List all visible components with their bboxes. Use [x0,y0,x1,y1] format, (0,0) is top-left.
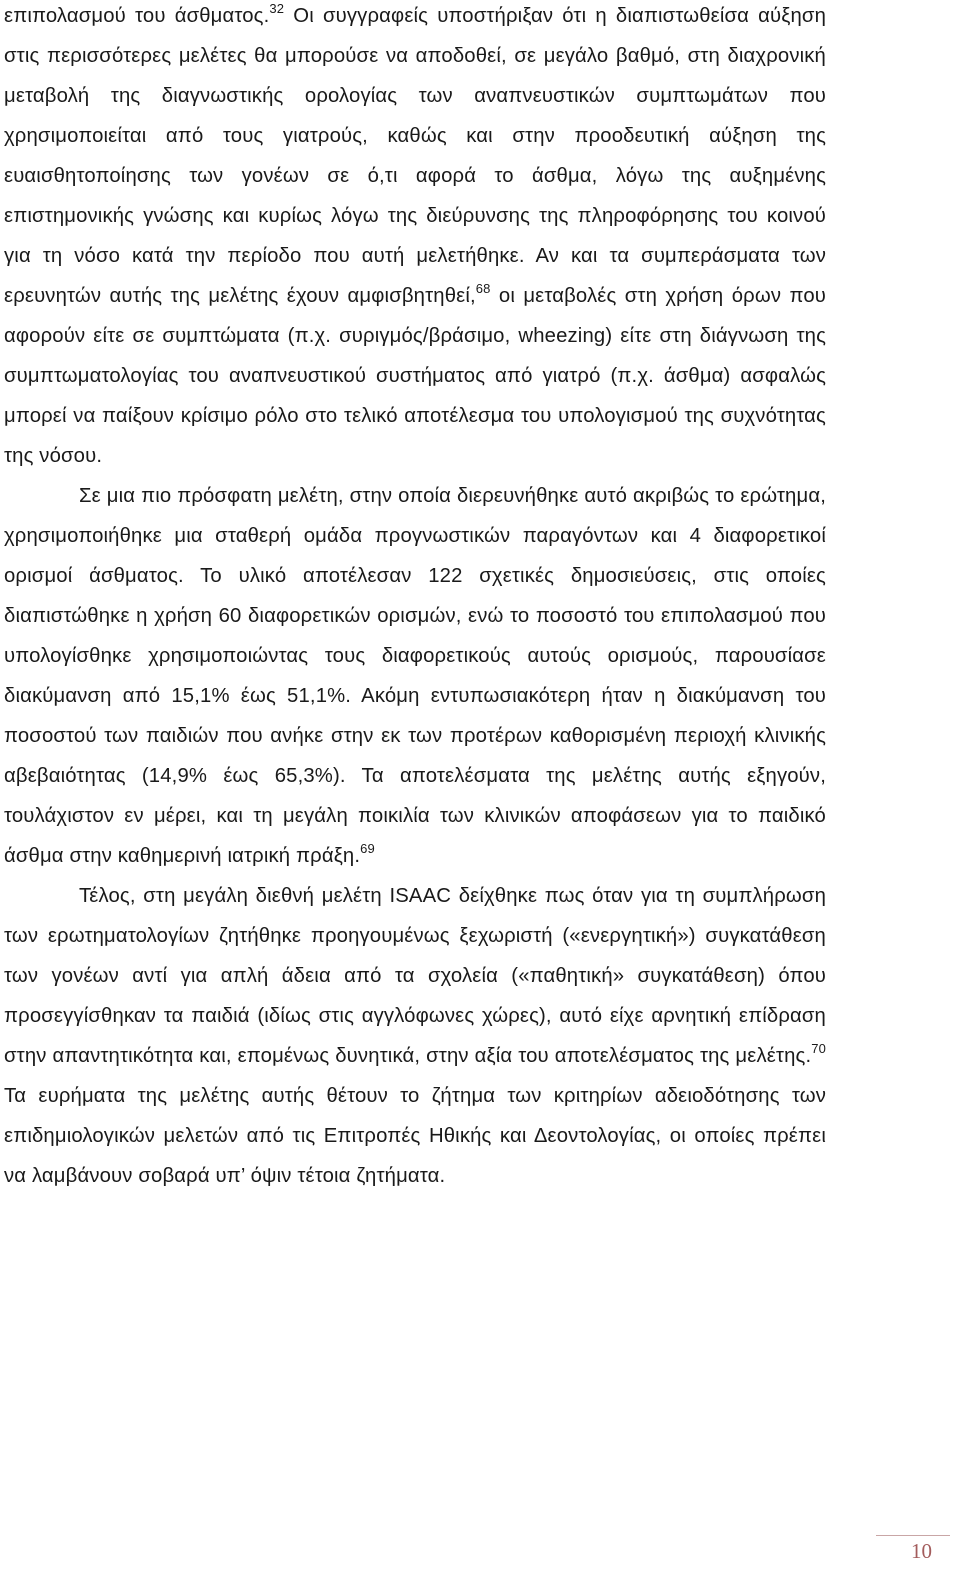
paragraph-recent-study [4,476,826,876]
paragraph-continued [4,0,826,476]
text-segment: επιπολασμού του άσθματος. [4,5,270,27]
document-body [4,0,826,1196]
text-segment: οι μεταβολές στη χρήση όρων που αφορούν είτε σε συμπτώματα (π.χ. συριγμός/βράσιμο, wheezing) είτε στη διάγνωση της συμπτωματολογίας του αναπνευστικού συστήματος από γιατρό (π.χ. άσθμα) ασφαλώς μπορεί να παίξουν κρίσιμο ρόλο στο τελικό αποτέλεσμα του υπολογισμού της συχνότητας της νόσου. [4,285,826,467]
footnote-reference: 70 [811,1041,826,1056]
text-segment: Σε μια πιο πρόσφατη μελέτη, στην οποία διερευνήθηκε αυτό ακριβώς το ερώτημα, χρησιμοποιήθηκε μια σταθερή ομάδα προγνωστικών παραγόντων και 4 διαφορετικοί ορισμοί άσθματος. Το υλικό αποτέλεσαν 122 σχετικές δημοσιεύσεις, στις οποίες διαπιστώθηκε η χρήση 60 διαφορετικών ορισμών, ενώ το ποσοστό του επιπολασμού που υπολογίσθηκε χρησιμοποιώντας τους διαφορετικούς αυτούς ορισμούς, παρουσίασε διακύμανση από 15,1% έως 51,1%. Ακόμη εντυπωσιακότερη ήταν η διακύμανση του ποσοστού των παιδιών που ανήκε στην εκ των προτέρων καθορισμένη περιοχή κλινικής αβεβαιότητας (14,9% έως 65,3%). Τα αποτελέσματα της μελέτης αυτής εξηγούν, τουλάχιστον εν μέρει, και τη μεγάλη ποικιλία των κλινικών αποφάσεων για το παιδικό άσθμα στην καθημερινή ιατρική πράξη. [4,485,826,867]
page-number: 10 [911,1539,932,1563]
text-segment: Οι συγγραφείς υποστήριξαν ότι η διαπιστωθείσα αύξηση στις περισσότερες μελέτες θα μπορούσε να αποδοθεί, σε μεγάλο βαθμό, στη διαχρονική μεταβολή της διαγνωστικής ορολογίας των αναπνευστικών συμπτωμάτων που χρησιμοποιείται από τους γιατρούς, καθώς και στην προοδευτική αύξηση της ευαισθητοποίησης των γονέων σε ό,τι αφορά το άσθμα, λόγω της αυξημένης επιστημονικής γνώσης και κυρίως λόγω της διεύρυνσης της πληροφόρησης του κοινού για τη νόσο κατά την περίοδο που αυτή μελετήθηκε. Αν και τα συμπεράσματα των ερευνητών αυτής της μελέτης έχουν αμφισβητηθεί, [4,5,826,307]
page-footer [876,1535,950,1574]
footnote-reference: 69 [360,841,375,856]
text-segment: Τα ευρήματα της μελέτης αυτής θέτουν το ζήτημα των κριτηρίων αδειοδότησης των επιδημιολογικών μελετών από τις Επιτροπές Ηθικής και Δεοντολογίας, οι οποίες πρέπει να λαμβάνουν σοβαρά υπ’ όψιν τέτοια ζητήματα. [4,1085,826,1187]
footnote-reference: 68 [475,281,491,296]
document-page [4,0,826,1196]
paragraph-isaac [4,876,826,1196]
text-segment: Τέλος, στη μεγάλη διεθνή μελέτη ISAAC δείχθηκε πως όταν για τη συμπλήρωση των ερωτηματολογίων ζητήθηκε προηγουμένως ξεχωριστή («ενεργητική») συγκατάθεση των γονέων αντί για απλή άδεια από τα σχολεία («παθητική» συγκατάθεση) όπου προσεγγίσθηκαν τα παιδιά (ιδίως στις αγγλόφωνες χώρες), αυτό είχε αρνητική επίδραση στην απαντητικότητα και, επομένως δυνητικά, στην αξία του αποτελέσματος της μελέτης. [4,885,826,1067]
footnote-reference: 32 [269,1,285,16]
